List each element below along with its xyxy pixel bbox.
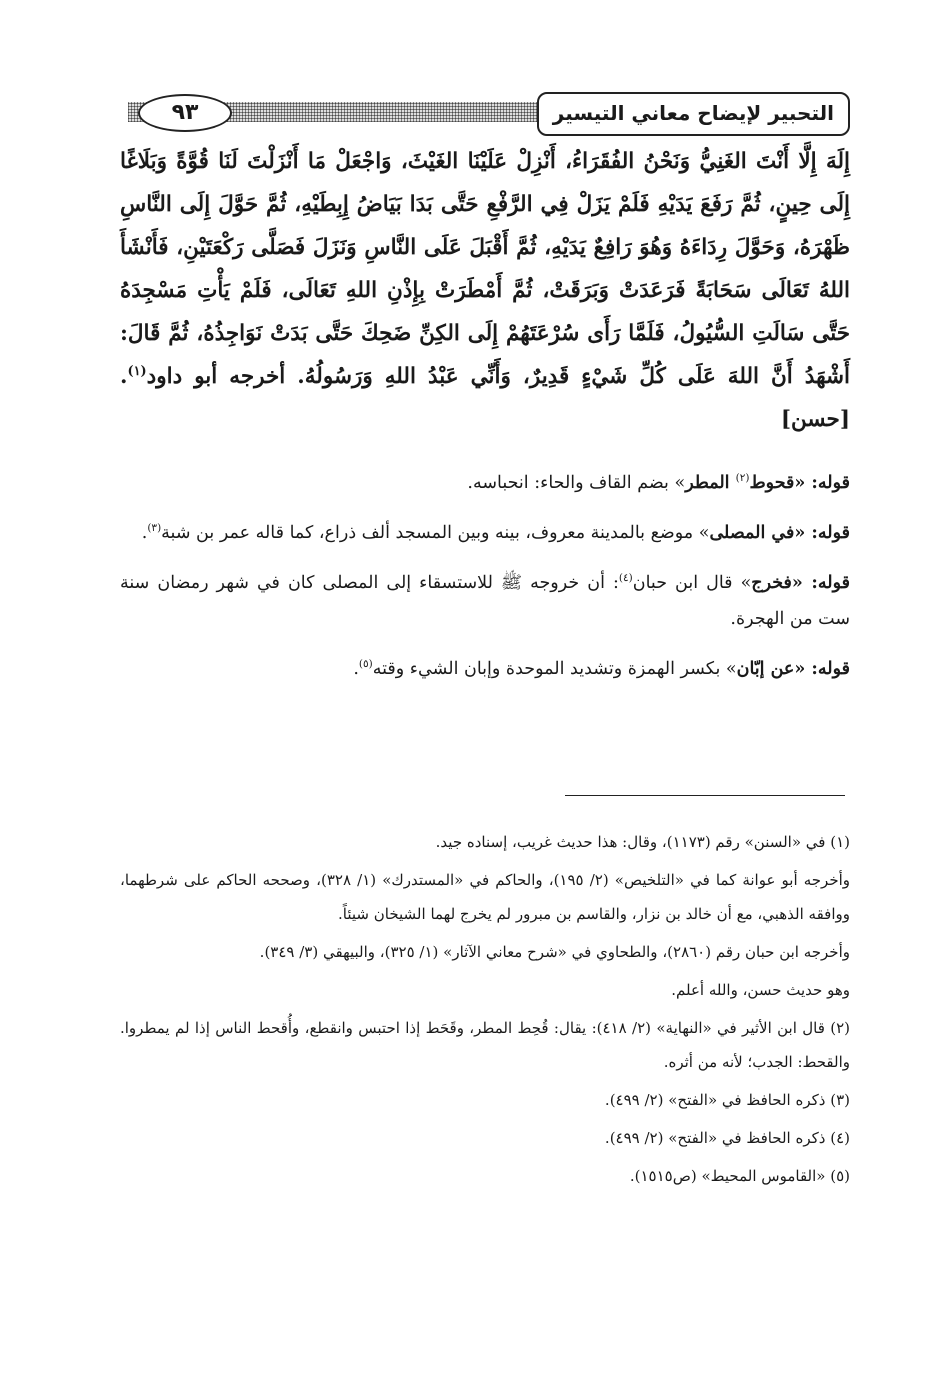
footnote-ref: (١): [127, 363, 147, 379]
note-prefix: قوله: «: [794, 523, 850, 543]
note-text: » قال ابن حبان: [632, 573, 752, 593]
note-text-end: .: [141, 523, 148, 543]
commentary-paragraph: [120, 515, 850, 551]
note-text-end: : أن خروجه ﷺ للاستسقاء إلى المصلى كان في شهر رمضان سنة ست من الهجرة.: [120, 573, 850, 629]
footnote: وهو حديث حسن، والله أعلم.: [671, 981, 850, 999]
note-term: قحوط: [749, 473, 795, 493]
note-prefix: قوله: «: [794, 659, 850, 679]
footnote: وأخرجه ابن حبان رقم (٢٨٦٠)، والطحاوي في «شرح معاني الآثار» (١/ ٣٢٥)، والبيهقي (٣/ ٣٤٩).: [259, 943, 850, 961]
commentary-paragraph: [120, 565, 850, 637]
footnote-ref: (٤): [618, 572, 633, 585]
page-number: ٩٣: [138, 94, 232, 132]
footnote-ref: (٥): [358, 658, 373, 671]
note-text: » بضم القاف والحاء: انحباسه.: [467, 473, 686, 493]
note-prefix: قوله: «: [794, 473, 850, 493]
note-term: في المصلى: [709, 523, 795, 543]
commentary-block: [120, 465, 850, 701]
footnote: (٢) قال ابن الأثير في «النهاية» (٢/ ٤١٨): يقال: قُحِط المطر، وقَحَط إذا احتبس وانقطع، وأُقحط الناس إذا لم يمطروا. والقحط: الجدب؛ لأنه من أثره.: [120, 1019, 850, 1071]
note-text-end: .: [353, 659, 359, 679]
note-term: فخرج: [751, 573, 792, 593]
page-header: [128, 92, 850, 136]
hadith-grade: . [حسن]: [120, 364, 850, 432]
book-title: التحبير لإيضاح معاني التيسير: [537, 92, 850, 136]
footnote-ref: (٣): [147, 522, 162, 535]
footnotes-block: [120, 825, 850, 1197]
note-prefix: قوله: «: [791, 573, 850, 593]
note-text: » موضع بالمدينة معروف، بينه وبين المسجد ألف ذراع، كما قاله عمر بن شبة: [161, 523, 710, 543]
commentary-paragraph: [120, 651, 850, 687]
commentary-paragraph: [120, 465, 850, 501]
footnote: (٥) «القاموس المحيط» (ص١٥١٥).: [629, 1167, 850, 1185]
footnote: (١) في «السنن» رقم (١١٧٣)، وقال: هذا حديث غريب، إسناده جيد.: [435, 833, 850, 851]
note-term: عن إبّان: [736, 659, 795, 679]
footnote: وأخرجه أبو عوانة كما في «التلخيص» (٢/ ١٩٥)، والحاكم في «المستدرك» (١/ ٣٢٨)، وصححه الحاكم على شرطهما، ووافقه الذهبي، مع أن خالد بن نزار، والقاسم بن مبرور لم يخرج لهما الشيخان شيئاً.: [120, 871, 851, 923]
note-text: » بكسر الهمزة وتشديد الموحدة وإبان الشيء وقته: [372, 659, 737, 679]
footnote: (٤) ذكره الحافظ في «الفتح» (٢/ ٤٩٩).: [604, 1129, 850, 1147]
hadith-text: إِلَهَ إِلَّا أَنْتَ الغَنِيُّ وَنَحْنُ الفُقَرَاءُ، أَنْزِلْ عَلَيْنَا الغَيْثَ، وَاجْعَلْ مَا أَنْزَلْتَ لَنَا قُوَّةً وَبَلَاغًا إِلَى حِينٍ، ثُمَّ رَفَعَ يَدَيْهِ فَلَمْ يَزَلْ فِي الرَّفْعِ حَتَّى بَدَا بَيَاضُ إِبِطَيْهِ، ثُمَّ حَوَّلَ إِلَى النَّاسِ ظَهْرَهُ، وَحَوَّلَ رِدَاءَهُ وَهُوَ رَافِعٌ يَدَيْهِ، ثُمَّ أَقْبَلَ عَلَى النَّاسِ وَنَزَلَ فَصَلَّى رَكْعَتَيْنِ، فَأَنْشَأَ اللهُ تَعَالَى سَحَابَةً فَرَعَدَتْ وَبَرَقَتْ، ثُمَّ أَمْطَرَتْ بِإِذْنِ اللهِ تَعَالَى، فَلَمْ يَأْتِ مَسْجِدَهُ حَتَّى سَالَتِ السُّيُولُ، فَلَمَّا رَأَى سُرْعَتَهُمْ إِلَى الكِنِّ ضَحِكَ حَتَّى بَدَتْ نَوَاجِذُهُ، ثُمَّ قَالَ: أَشْهَدُ أَنَّ اللهَ عَلَى كُلِّ شَيْءٍ قَدِيرٌ، وَأَنِّي عَبْدُ اللهِ وَرَسُولُهُ. أخرجه أبو داود: [120, 149, 850, 389]
footnote: (٣) ذكره الحافظ في «الفتح» (٢/ ٤٩٩).: [604, 1091, 850, 1109]
footnote-separator: [565, 795, 845, 796]
hadith-text-block: [120, 140, 850, 441]
footnote-ref: (٢): [735, 472, 750, 485]
note-term: المطر: [685, 473, 736, 493]
